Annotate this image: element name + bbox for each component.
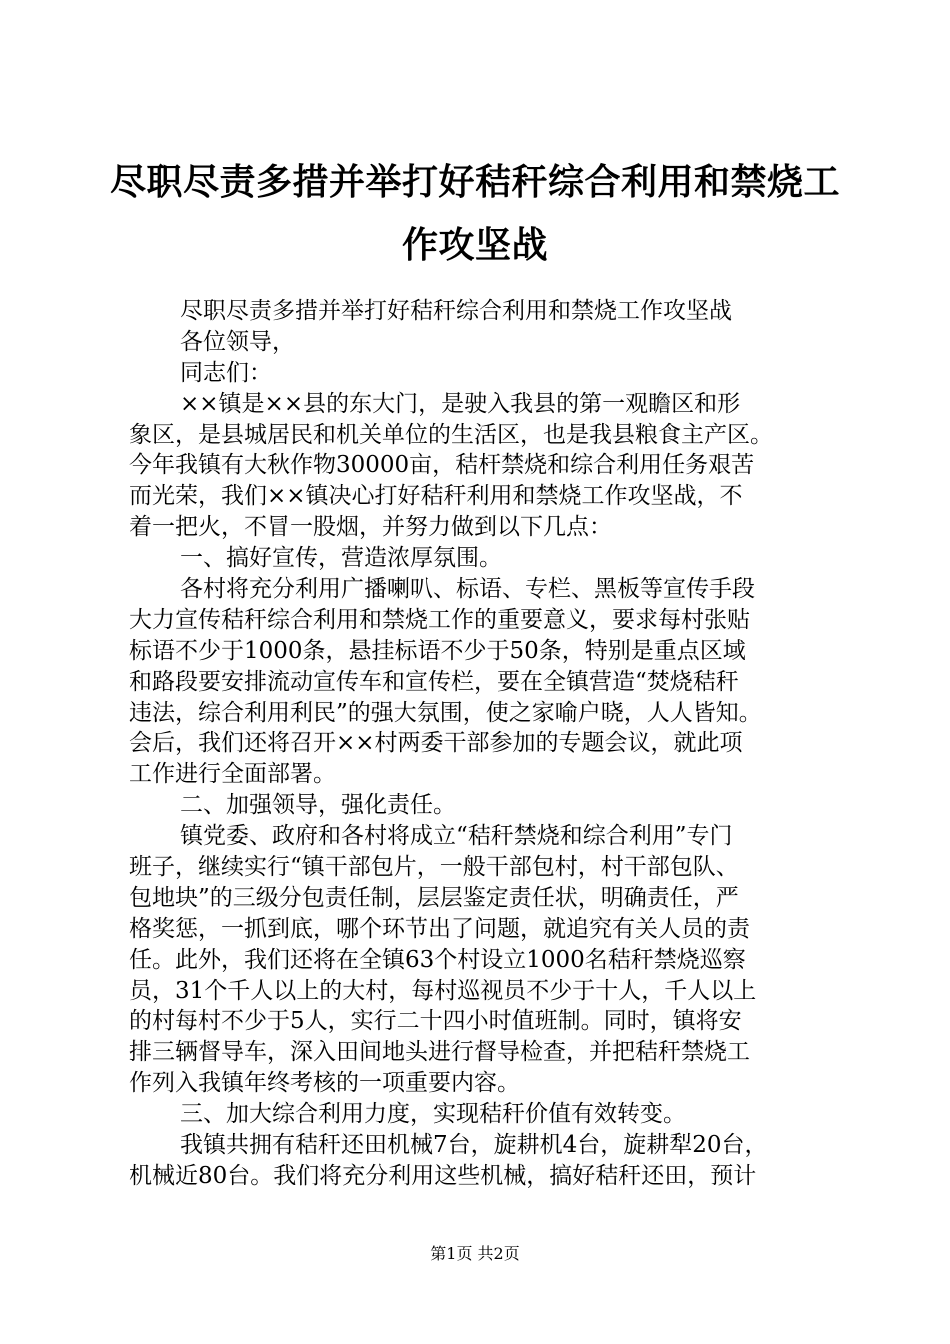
body-line: 格奖惩，一抓到底，哪个环节出了问题，就追究有关人员的责 <box>129 915 750 942</box>
body-line: 任。此外，我们还将在全镇63个村设立1000名秸秆禁烧巡察 <box>129 946 746 973</box>
body-line: 镇党委、政府和各村将成立“秸秆禁烧和综合利用”专门 <box>180 823 733 850</box>
body-line: 员，31个千人以上的大村，每村巡视员不少于十人，千人以上 <box>129 977 757 1004</box>
body-line: ××镇是××县的东大门，是驶入我县的第一观瞻区和形 <box>180 390 741 417</box>
body-line: 一、搞好宣传，营造浓厚氛围。 <box>180 545 502 572</box>
document-body <box>129 296 829 1192</box>
body-line: 尽职尽责多措并举打好秸秆综合利用和禁烧工作攻坚战 <box>180 298 732 324</box>
body-line: 各村将充分利用广播喇叭、标语、专栏、黑板等宣传手段 <box>180 576 755 603</box>
body-line: 的村每村不少于5人，实行二十四小时值班制。同时，镇将安 <box>129 1008 742 1035</box>
body-line: 作列入我镇年终考核的一项重要内容。 <box>129 1070 520 1097</box>
body-line: 大力宣传秸秆综合利用和禁烧工作的重要意义，要求每村张贴 <box>129 606 750 633</box>
body-line: 三、加大综合利用力度，实现秸秆价值有效转变。 <box>180 1101 686 1128</box>
body-line: 二、加强领导，强化责任。 <box>180 792 456 819</box>
body-line: 各位领导， <box>180 328 295 355</box>
body-line: 着一把火，不冒一股烟，并努力做到以下几点： <box>129 514 612 541</box>
body-line: 我镇共拥有秸秆还田机械7台，旋耕机4台，旋耕犁20台， <box>180 1132 768 1159</box>
body-line: 班子，继续实行“镇干部包片，一般干部包村，村干部包队、 <box>129 854 739 881</box>
body-line: 象区，是县城居民和机关单位的生活区，也是我县粮食主产区。 <box>129 421 773 448</box>
body-line: 包地块”的三级分包责任制，层层鉴定责任状，明确责任，严 <box>129 884 739 911</box>
body-line: 机械近80台。我们将充分利用这些机械，搞好秸秆还田，预计 <box>129 1162 757 1189</box>
body-line: 同志们： <box>180 359 272 386</box>
body-line: 会后，我们还将召开××村两委干部参加的专题会议，就此项 <box>129 730 743 757</box>
body-line: 和路段要安排流动宣传车和宣传栏，要在全镇营造“焚烧秸秆 <box>129 668 739 695</box>
body-line: 排三辆督导车，深入田间地头进行督导检查，并把秸秆禁烧工 <box>129 1039 750 1066</box>
body-line: 工作进行全面部署。 <box>129 761 336 788</box>
document-title-line-1: 尽职尽责多措并举打好秸秆综合利用和禁烧工 <box>110 161 841 203</box>
body-line: 今年我镇有大秋作物30000亩，秸杆禁烧和综合利用任务艰苦 <box>129 452 755 479</box>
document-title-line-2: 作攻坚战 <box>401 224 548 266</box>
body-line: 违法，综合利用利民”的强大氛围，使之家喻户晓，人人皆知。 <box>129 699 762 726</box>
body-line: 标语不少于1000条，悬挂标语不少于50条，特别是重点区域 <box>129 637 746 664</box>
page-footer: 第1页 共2页 <box>430 1244 520 1263</box>
body-line: 而光荣，我们××镇决心打好秸秆利用和禁烧工作攻坚战，不 <box>129 483 743 510</box>
